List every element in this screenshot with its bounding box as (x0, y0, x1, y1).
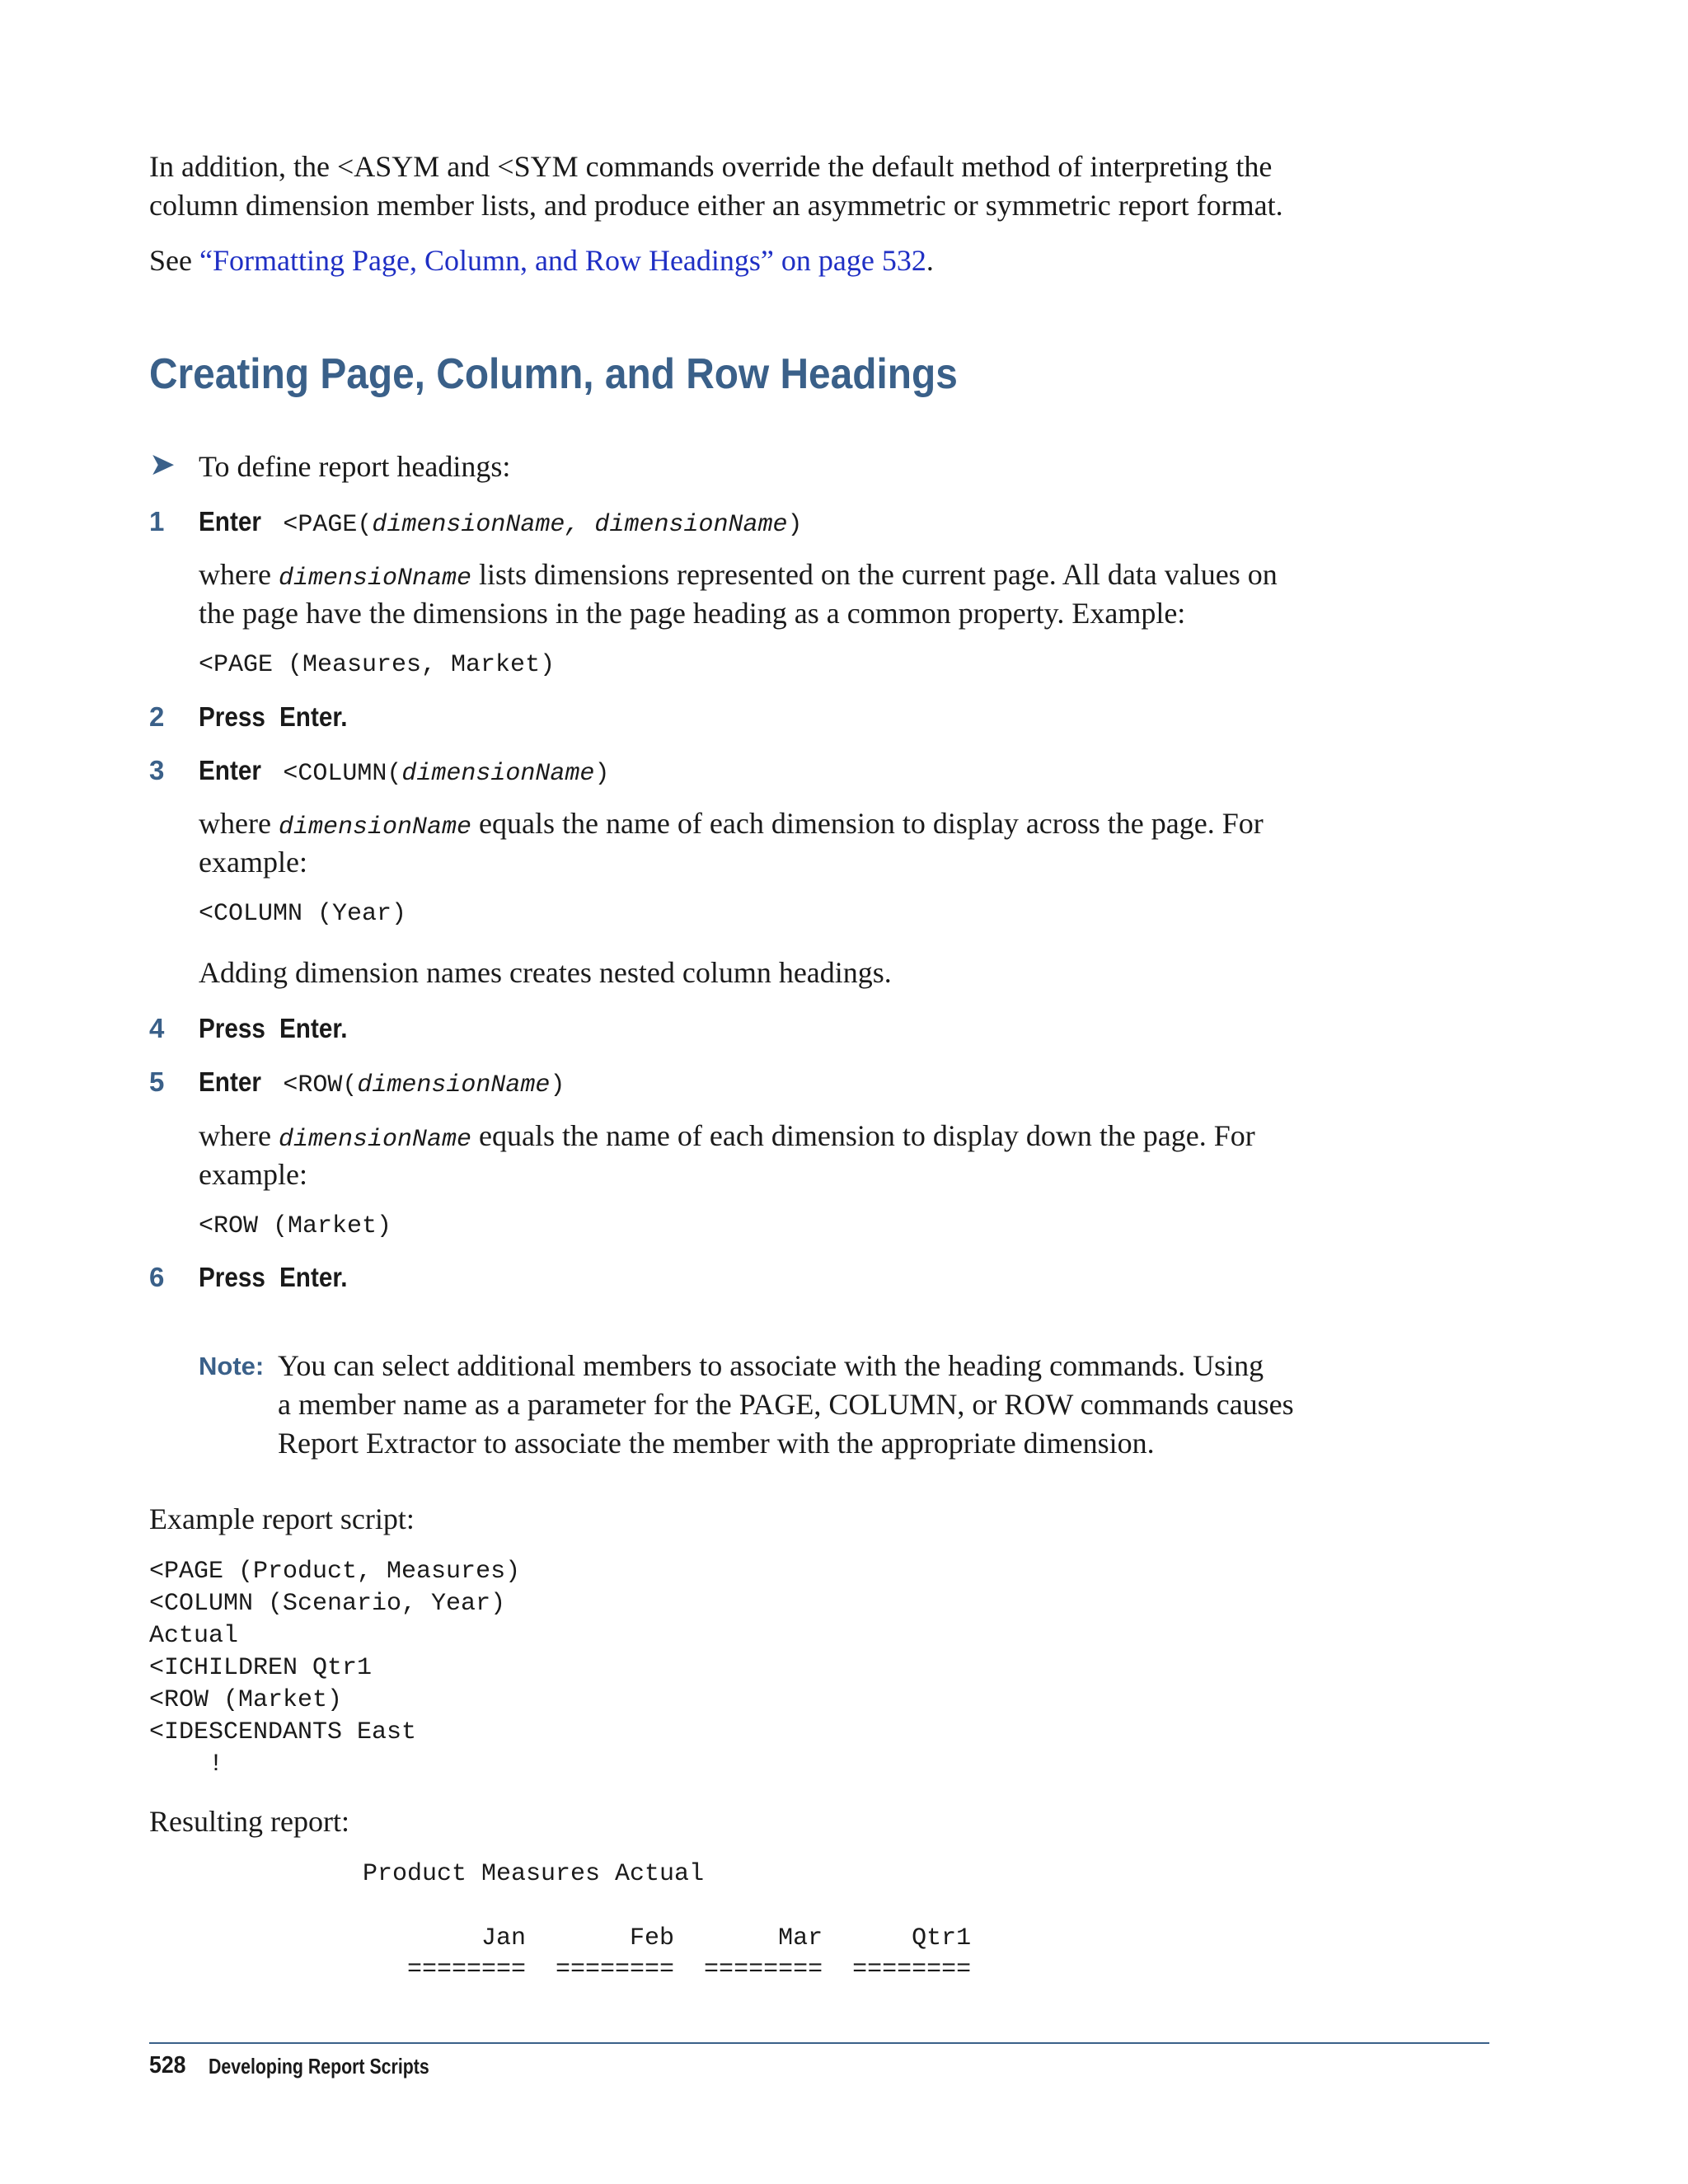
step-code-param: dimensionName (357, 1071, 551, 1099)
step-code: <ROW( (268, 1071, 358, 1099)
step-1-desc-line-2: the page have the dimensions in the page heading as a common property. Example: (199, 597, 1186, 630)
step-code: <PAGE( (268, 511, 373, 539)
step-code-end: ) (550, 1071, 565, 1099)
step-code: <COLUMN( (268, 760, 402, 788)
step-code-end: ) (787, 511, 803, 539)
step-code-param: dimensionName, dimensionName (372, 511, 788, 539)
intro-line-2: column dimension member lists, and produce either an asymmetric or symmetric report format. (149, 189, 1283, 222)
procedure-intro: To define report headings: (199, 450, 511, 483)
code-line: Actual (149, 1622, 239, 1650)
see-also (149, 241, 934, 280)
step-2 (199, 701, 355, 734)
desc-rest: equals the name of each dimension to display across the page. For (471, 807, 1264, 840)
step-action-label: Enter (199, 1066, 261, 1097)
procedure-arrow-icon: ➤ (149, 448, 176, 482)
report-header-line: Product Measures Actual (363, 1860, 705, 1888)
desc-rest: lists dimensions represented on the current page. All data values on (471, 558, 1278, 591)
step-1-example: <PAGE (Measures, Market) (199, 651, 556, 679)
note-line-1: You can select additional members to associate with the heading commands. Using (278, 1349, 1264, 1382)
footer-rule (149, 2042, 1489, 2044)
step-3-example: <COLUMN (Year) (199, 900, 407, 928)
step-number: 2 (149, 701, 165, 732)
footer-chapter: Developing Report Scripts (209, 2054, 429, 2079)
code-line: <ICHILDREN Qtr1 (149, 1654, 373, 1682)
variable-name: dimensionName (278, 1126, 471, 1154)
note-label: Note: (199, 1352, 265, 1380)
report-rule-line: ======== ======== ======== ======== (407, 1956, 972, 1984)
code-line: ! (149, 1750, 224, 1779)
step-3-after: Adding dimension names creates nested column headings. (199, 956, 892, 989)
code-line: <ROW (Market) (149, 1686, 343, 1714)
report-columns-line: Jan Feb Mar Qtr1 (407, 1924, 972, 1952)
step-5-desc-line-2: example: (199, 1158, 307, 1191)
key-name: Enter. (279, 701, 348, 732)
intro-line-1: In addition, the <ASYM and <SYM commands override the default method of interpreting the (149, 150, 1273, 183)
step-5-desc-line-1 (199, 1117, 1255, 1160)
step-3-desc-line-2: example: (199, 846, 307, 879)
step-action-label: Enter (199, 755, 261, 785)
step-3-desc-line-1 (199, 804, 1264, 847)
step-action-label: Enter (199, 506, 261, 537)
step-number: 1 (149, 506, 165, 537)
see-prefix: See (149, 244, 199, 277)
section-heading: Creating Page, Column, and Row Headings (149, 350, 958, 398)
code-line: <COLUMN (Scenario, Year) (149, 1590, 506, 1618)
step-4 (199, 1012, 355, 1046)
step-5-example: <ROW (Market) (199, 1212, 392, 1240)
step-1-desc-line-1 (199, 555, 1278, 598)
variable-name: dimensioNname (278, 565, 471, 593)
code-line: <IDESCENDANTS East (149, 1718, 417, 1746)
step-3 (199, 754, 609, 790)
step-action-label: Press (199, 1262, 265, 1292)
step-code-param: dimensionName (401, 760, 595, 788)
where-word: where (199, 1119, 279, 1152)
desc-rest: equals the name of each dimension to display down the page. For (471, 1119, 1255, 1152)
resulting-report-label: Resulting report: (149, 1805, 349, 1838)
variable-name: dimensionName (278, 813, 471, 841)
example-script-label: Example report script: (149, 1502, 415, 1535)
cross-reference-link[interactable]: “Formatting Page, Column, and Row Headings” on page 532 (199, 244, 926, 277)
step-number: 4 (149, 1013, 165, 1043)
step-number: 3 (149, 755, 165, 785)
step-number: 5 (149, 1066, 165, 1097)
example-script-code (149, 1556, 520, 1781)
page-number: 528 (149, 2052, 186, 2079)
where-word: where (199, 558, 279, 591)
code-line: <PAGE (Product, Measures) (149, 1558, 521, 1586)
note-line-2: a member name as a parameter for the PAGE, COLUMN, or ROW commands causes (278, 1388, 1294, 1421)
step-5 (199, 1066, 565, 1102)
where-word: where (199, 807, 279, 840)
note-line-3: Report Extractor to associate the member with the appropriate dimension. (278, 1427, 1155, 1460)
key-name: Enter. (279, 1262, 348, 1292)
key-name: Enter. (279, 1013, 348, 1043)
see-suffix: . (926, 244, 934, 277)
step-action-label: Press (199, 1013, 265, 1043)
step-action-label: Press (199, 701, 265, 732)
step-6 (199, 1261, 355, 1295)
step-1 (199, 505, 803, 541)
step-number: 6 (149, 1262, 165, 1292)
step-code-end: ) (594, 760, 610, 788)
